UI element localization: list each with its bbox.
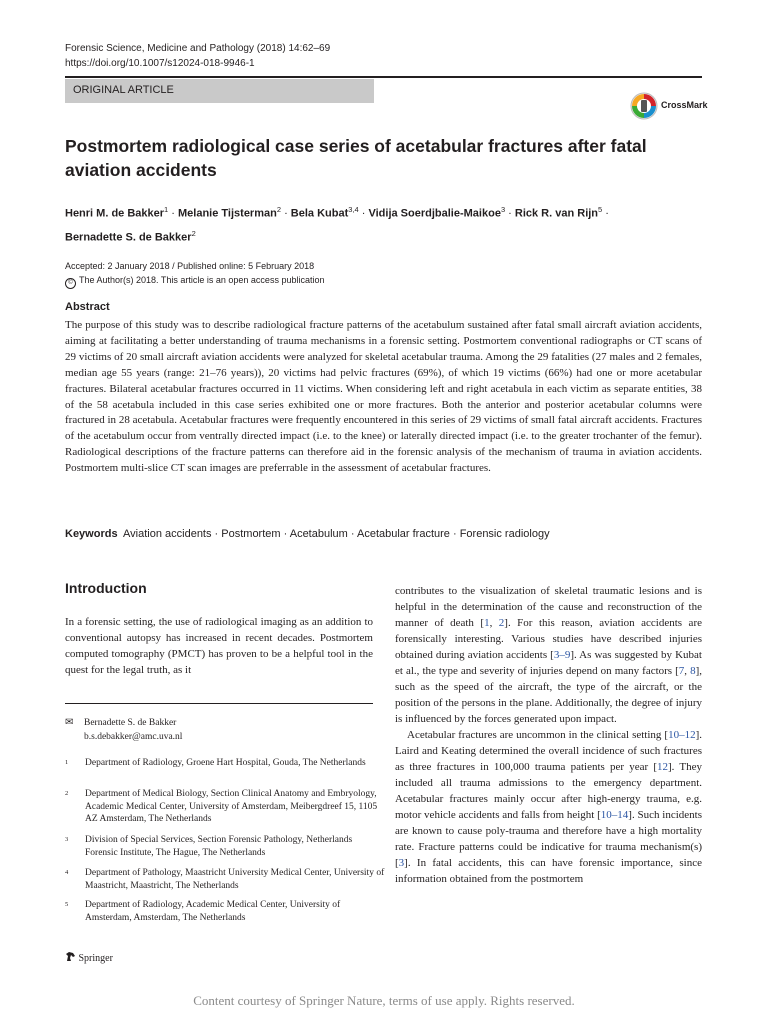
author-name[interactable]: Bernadette S. de Bakker [65, 231, 192, 244]
intro-paragraph-2: Acetabular fractures are uncommon in the clinical setting [10–12]. Laird and Keating determined the overall incidence of such fractures as three fractures in 100,000 trauma patients per year [12]. They included all trauma admissions to the emergency department. Acetabular fractures mainly occur after high-energy trauma, e.g. motor vehicle accidents and falls from height [10–14]. Such incidents are known to cause poly-trauma and therefore have a high mortality rate. Fracture patterns could be indicative for trauma mechanism(s) [3]. In fatal accidents, this can have forensic importance, since information obtained from the postmortem [395, 729, 702, 885]
doi-link[interactable]: https://doi.org/10.1007/s12024-018-9946-1 [65, 58, 255, 69]
affiliation: 5 Department of Radiology, Academic Medical Center, University of Amsterdam, Amsterdam, The Netherlands [65, 900, 341, 923]
author-name[interactable]: Henri M. de Bakker [65, 207, 165, 220]
citation-link[interactable]: 10–12 [668, 729, 696, 741]
publisher-name: Springer [78, 953, 113, 964]
citation-link[interactable]: 8 [690, 665, 696, 677]
abstract-text: The purpose of this study was to describe radiological fracture patterns of the acetabulum sustained after fatal small aircraft aviation accidents, aiming at facilitating a better understanding of trauma mechanisms in a forensic setting. Postmortem conventional radiographs or CT scans of 29 victims of 20 small aircraft aviation accidents were analyzed for skeletal acetabular trauma. Among the 29 fatalities (27 males and 2 females, median age 55 years (range: 21–76 years)), 20 victims had pelvic fractures (69%), of which 19 victims (66%) had one or more acetabular fractures. Bilateral acetabular fractures occurred in 11 victims. When considering left and right acetabula in each victim as separate entities, 38 of the 58 acetabula included in this case series exhibited one or more fractures. Both the anterior and posterior acetabular columns were fractured in 28 acetabula. Acetabular fractures were frequently encountered in this series of 29 victims of small fatal aircraft accidents. Fractures of the acetabulum occur from ventrally directed impact (i.e. to the knee) or laterally directed impact (i.e. to the greater trochanter of the femur). Radiological descriptions of the fracture patterns can therefore aid in the forensic analysis of the mechanism of trauma in aviation accidents. Postmortem multi-slice CT scan images are preferrable in the assessment of acetabular fractures. [65, 319, 702, 475]
footnote-divider [65, 703, 373, 704]
citation-link[interactable]: 1 [484, 617, 490, 629]
citation-link[interactable]: 12 [656, 761, 668, 773]
journal-header [65, 41, 330, 71]
license-text: The Author(s) 2018. This article is an open access publication [79, 275, 325, 285]
publication-dates [65, 259, 324, 289]
intro-paragraph-1: contributes to the visualization of skeletal traumatic lesions and is helpful in the determination of the cause and reconstruction of the manner of death [1, 2]. For this reason, aviation accidents are forensically interesting. Various studies have described injuries obtained during aviation accidents [3–9]. As was suggested by Kubat et al., the type and severity of injuries depend on many factors [7, 8], such as the speed of the aircraft, the type of the aircraft, or the position of the persons in the plane. Additionally, the degree of injury is influenced by the forces generated upon impact. [395, 585, 702, 725]
introduction-right-column [395, 583, 702, 887]
keywords-label: Keywords [65, 528, 118, 540]
article-title: Postmortem radiological case series of acetabular fractures after fatal aviation accidents [65, 136, 647, 180]
citation-link[interactable]: 3–9 [553, 649, 571, 661]
citation-link[interactable]: 3 [398, 857, 405, 869]
author-affiliation-ref: 3,4 [348, 205, 359, 214]
accepted-published-date: Accepted: 2 January 2018 / Published online: 5 February 2018 [65, 261, 315, 271]
affiliation: 4 Department of Pathology, Maastricht University Medical Center, University of Maastricht, Maastricht, The Netherlands [65, 868, 385, 891]
author-affiliation-ref: 2 [191, 228, 196, 238]
author-name[interactable]: Vidija Soerdjbalie-Maikoe [368, 207, 501, 220]
license-line [65, 273, 324, 289]
courtesy-notice: Content courtesy of Springer Nature, terms of use apply. Rights reserved. [193, 993, 575, 1008]
springer-horse-icon [65, 951, 76, 962]
affiliation: 1 Department of Radiology, Groene Hart Hospital, Gouda, The Netherlands [65, 758, 366, 768]
corresponding-name: Bernadette S. de Bakker [84, 718, 177, 728]
corresponding-email[interactable]: b.s.debakker@amc.uva.nl [84, 732, 183, 742]
corresponding-author [65, 716, 182, 744]
keywords [65, 527, 705, 542]
envelope-icon: ✉ [65, 717, 74, 728]
author-list: Henri M. de Bakker$^1$ · Melanie Tijsterman$^2$ · Bela Kubat$^{3,4}$ · Vidija Soerdjbalie-Maikoe$^3$ · Rick R. van Rijn$^5$ · Bernadette S. de Bakker$^2$ [65, 205, 609, 244]
author-name[interactable]: Bela Kubat [290, 207, 349, 220]
citation-link[interactable]: 10–14 [600, 809, 629, 821]
journal-citation: Forensic Science, Medicine and Pathology (2018) 14:62–69 [65, 43, 331, 54]
header-divider [65, 76, 702, 78]
introduction-heading: Introduction [65, 580, 147, 596]
crossmark-badge[interactable] [630, 92, 710, 122]
affiliation: 2 Department of Medical Biology, Section Clinical Anatomy and Embryology, Academic Medical Center, University of Amsterdam, Meibergdreef 15, 1105 AZ Amsterdam, The Netherlands [65, 789, 378, 824]
crossmark-label: CrossMark [661, 100, 708, 110]
abstract-heading: Abstract [65, 301, 110, 313]
author-affiliation-ref: 3 [500, 205, 506, 214]
author-affiliation-ref: 2 [276, 205, 282, 214]
citation-link[interactable]: 7 [678, 665, 685, 677]
open-access-icon: © [65, 278, 76, 289]
article-type-banner: ORIGINAL ARTICLE [65, 79, 374, 103]
author-name[interactable]: Rick R. van Rijn [514, 207, 599, 220]
author-affiliation-ref: 1 [164, 205, 169, 214]
author-name[interactable]: Melanie Tijsterman [178, 207, 277, 220]
springer-logo [65, 951, 113, 964]
author-affiliation-ref: 5 [598, 205, 603, 214]
crossmark-icon [630, 92, 658, 120]
citation-link[interactable]: 2 [498, 617, 505, 629]
keywords-text: Aviation accidents · Postmortem · Acetabulum · Acetabular fracture · Forensic radiology [123, 528, 550, 540]
affiliation: 3 Division of Special Services, Section Forensic Pathology, Netherlands Forensic Institute, The Hague, The Netherlands [65, 835, 353, 858]
introduction-left-column: In a forensic setting, the use of radiological imaging as an addition to conventional autopsy has increased in recent decades. Postmortem computed tomography (PMCT) has proven to be a helpful tool in the quest for the legal truth, as it [65, 616, 373, 676]
